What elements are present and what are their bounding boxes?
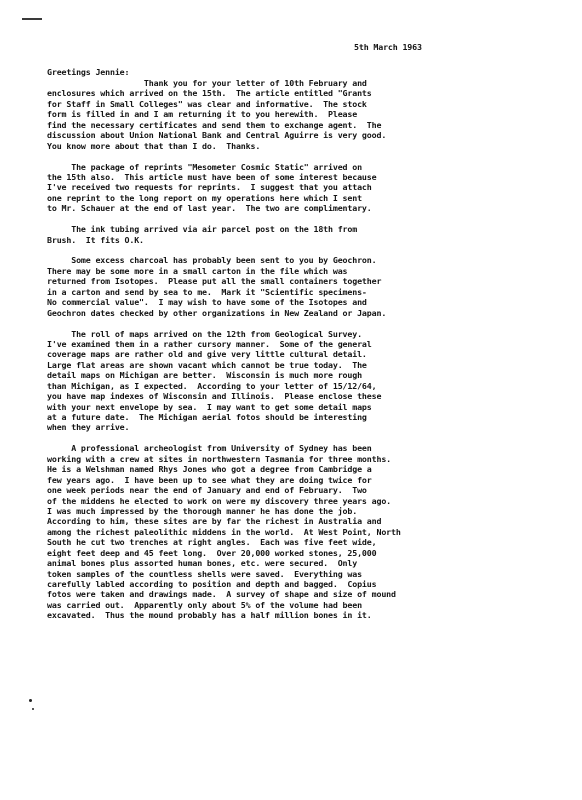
text-line: animal bones plus assorted human bones, etc. were secured. Only	[47, 558, 358, 569]
text-line: South he cut two trenches at right angles. Each was five feet wide,	[47, 537, 377, 548]
paragraph	[47, 329, 557, 433]
paragraph	[47, 224, 557, 245]
paragraph	[47, 443, 557, 620]
text-line: There may be some more in a small carton in the file which was	[47, 265, 348, 276]
text-line: carefully labled according to position and depth and bagged. Copius	[47, 579, 377, 589]
text-line: form is filled in and I am returning it to you herewith. Please	[47, 109, 358, 120]
text-line: few years ago. I have been up to see what they are doing twice for	[47, 474, 372, 485]
text-line: the 15th also. This article must have been of some interest because	[47, 171, 377, 182]
text-line: for Staff in Small Colleges" was clear and informative. The stock	[47, 98, 367, 109]
text-line: working with a crew at sites in northwestern Tasmania for three months.	[47, 453, 392, 464]
text-line: Some excess charcoal has probably been sent to you by Geochron.	[47, 255, 377, 266]
margin-dot	[32, 708, 34, 710]
text-line: Geochron dates checked by other organizations in New Zealand or Japan.	[47, 307, 387, 318]
text-line: excavated. Thus the mound probably has a half million bones in it.	[47, 610, 372, 621]
text-line: find the necessary certificates and send them to exchange agent. The	[47, 119, 382, 130]
text-line: of the middens he elected to work on were my discovery three years ago.	[47, 495, 392, 506]
greeting: Greetings Jennie:	[47, 67, 130, 77]
letter-date: 5th March 1963	[354, 42, 422, 52]
text-line: at a future date. The Michigan aerial fotos should be interesting	[47, 412, 367, 422]
text-line: You know more about that than I do. Thanks.	[47, 140, 261, 151]
text-line: He is a Welshman named Rhys Jones who got a degree from Cambridge a	[47, 464, 372, 475]
paragraph	[47, 162, 557, 214]
text-line: among the richest paleolithic middens in the world. At West Point, North	[47, 526, 401, 537]
text-line: to Mr. Schauer at the end of last year. The two are complimentary.	[47, 203, 372, 214]
paragraph	[47, 78, 557, 151]
text-line: coverage maps are rather old and give very little cultural detail.	[47, 349, 367, 360]
text-line: A professional archeologist from University of Sydney has been	[47, 443, 372, 454]
text-line: The package of reprints "Mesometer Cosmic Static" arrived on	[47, 161, 362, 172]
text-line: eight feet deep and 45 feet long. Over 20,000 worked stones, 25,000	[47, 547, 377, 558]
text-line: than Michigan, as I expected. According to your letter of 15/12/64,	[47, 380, 377, 391]
text-line: discussion about Union National Bank and Central Aguirre is very good.	[47, 130, 387, 141]
text-line: with your next envelope by sea. I may want to get some detail maps	[47, 401, 372, 412]
text-line: one week periods near the end of January and end of February. Two	[47, 485, 367, 496]
text-line: one reprint to the long report on my operations here which I sent	[47, 192, 362, 203]
text-line: The roll of maps arrived on the 12th from Geological Survey.	[47, 328, 362, 339]
margin-mark	[22, 18, 42, 20]
text-line: I was much impressed by the thorough manner he has done the job.	[47, 505, 358, 516]
text-line: Large flat areas are shown vacant which cannot be true today. The	[47, 359, 367, 370]
text-line: was carried out. Apparently only about 5% of the volume had been	[47, 599, 362, 610]
text-line: returned from Isotopes. Please put all the small containers together	[47, 276, 382, 287]
text-line: Brush. It fits O.K.	[47, 234, 144, 245]
text-line: Thank you for your letter of 10th February and	[47, 78, 367, 88]
text-line: The ink tubing arrived via air parcel post on the 18th from	[47, 224, 358, 235]
text-line: in a carton and send by sea to me. Mark it "Scientific specimens-	[47, 286, 367, 297]
text-line: you have map indexes of Wisconsin and Illinois. Please enclose these	[47, 391, 382, 402]
text-line: when they arrive.	[47, 422, 130, 433]
letter-body	[47, 78, 557, 631]
paragraph	[47, 255, 557, 318]
text-line: detail maps on Michigan are better. Wisconsin is much more rough	[47, 370, 362, 381]
text-line: According to him, these sites are by far the richest in Australia and	[47, 516, 382, 527]
text-line: token samples of the countless shells were saved. Everything was	[47, 568, 362, 579]
text-line: enclosures which arrived on the 15th. The article entitled "Grants	[47, 88, 372, 99]
margin-dot	[29, 699, 32, 702]
text-line: I've received two requests for reprints. I suggest that you attach	[47, 182, 372, 193]
text-line: fotos were taken and drawings made. A survey of shape and size of mound	[47, 589, 396, 600]
text-line: I've examined them in a rather cursory manner. Some of the general	[47, 338, 372, 349]
text-line: No commercial value". I may wish to have some of the Isotopes and	[47, 297, 367, 308]
